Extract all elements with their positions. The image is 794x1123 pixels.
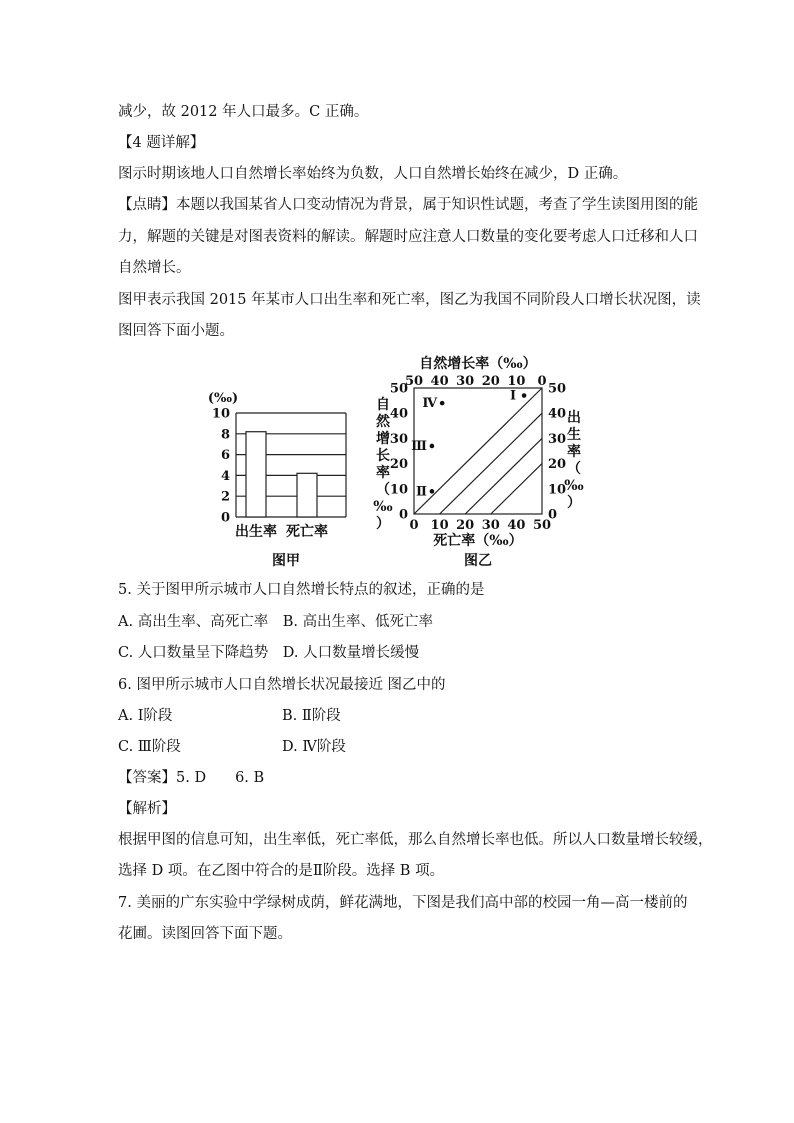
right-axis-label: ‰ [564, 478, 584, 494]
paragraph-line: 图回答下面小题。 [118, 323, 234, 339]
left-axis-label: ） [376, 516, 390, 532]
right-tick-label: 50 [548, 381, 567, 397]
paragraph-line: 选择 D 项。在乙图中符合的是Ⅱ阶段。选择 B 项。 [118, 863, 445, 879]
question-5: 5. 关于图甲所示城市人口自然增长特点的叙述，正确的是 [118, 582, 485, 598]
left-axis-label: 然 [376, 414, 390, 430]
question-5-options-cd: C. 人口数量呈下降趋势 D. 人口数量增长缓慢 [118, 645, 420, 661]
question-6-option-b: B. Ⅱ阶段 [282, 708, 341, 724]
section-heading-q4: 【4 题详解】 [118, 135, 205, 151]
stage-point-Ⅳ [440, 401, 445, 406]
figure-caption-yi: 图乙 [464, 553, 492, 569]
paragraph-line: 图甲表示我国 2015 年某市人口出生率和死亡率，图乙为我国不同阶段人口增长状况图，读 [118, 292, 701, 308]
x-tick-label: 20 [456, 518, 475, 533]
left-tick-label: 0 [398, 507, 408, 523]
stage-point-Ⅱ [430, 489, 435, 494]
y-tick-label: 8 [220, 427, 230, 443]
paragraph-line: 花圃。读图回答下面下题。 [118, 926, 292, 942]
question-6-option-a: A. Ⅰ阶段 [118, 708, 173, 724]
right-axis-label: 出 [567, 410, 581, 426]
paragraph-line: 减少，故 2012 年人口最多。C 正确。 [118, 104, 369, 120]
y-tick-label: 6 [220, 448, 230, 464]
answer-line: 【答案】5. D 6. B [118, 770, 265, 786]
left-axis-label: 长 [376, 448, 390, 464]
right-tick-label: 10 [548, 482, 567, 498]
stage-label: Ⅱ [415, 484, 427, 500]
bar-死亡率 [297, 473, 317, 517]
top-tick-label: 40 [430, 374, 449, 389]
left-axis-label: 增 [376, 431, 390, 447]
right-tick-label: 0 [548, 507, 558, 523]
y-axis-unit: (‰) [207, 391, 239, 406]
natural-growth-line [465, 438, 542, 514]
stage-point-Ⅰ [522, 393, 527, 398]
question-6-option-c: C. Ⅲ阶段 [118, 739, 181, 755]
figures-svg [190, 352, 610, 576]
top-tick-label: 50 [404, 374, 424, 389]
right-tick-label: 40 [548, 406, 567, 422]
left-axis-label: 率 [376, 465, 390, 481]
x-tick-label: 30 [481, 518, 500, 533]
top-tick-label: 0 [537, 374, 547, 389]
x-tick-label: 0 [409, 518, 419, 533]
right-axis-label: 率 [567, 444, 581, 460]
stage-point-Ⅲ [430, 444, 435, 449]
paragraph-line: 【点睛】本题以我国某省人口变动情况为背景，属于知识性试题，考查了学生读图用图的能 [118, 197, 698, 213]
stage-label: Ⅲ [411, 438, 427, 454]
left-tick-label: 30 [389, 431, 408, 447]
left-tick-label: 10 [389, 482, 408, 498]
y-tick-label: 0 [220, 510, 230, 526]
right-axis-label: ） [567, 495, 581, 511]
left-axis-label: 自 [376, 397, 390, 413]
x-tick-label: 50 [532, 518, 552, 533]
left-tick-label: 40 [389, 406, 408, 422]
question-6-option-d: D. Ⅳ阶段 [282, 739, 346, 755]
analysis-heading: 【解析】 [118, 801, 176, 817]
y-tick-label: 10 [211, 406, 230, 422]
figures [190, 352, 610, 576]
right-tick-label: 30 [548, 431, 567, 447]
x-tick-label: 10 [430, 518, 449, 533]
stage-label: Ⅰ [509, 388, 517, 404]
question-5-options-ab: A. 高出生率、高死亡率 B. 高出生率、低死亡率 [118, 614, 434, 630]
natural-growth-line [491, 464, 542, 514]
left-tick-label: 20 [389, 457, 408, 473]
paragraph-line: 7. 美丽的广东实验中学绿树成荫，鲜花满地，下图是我们高中部的校园一角—高一楼前的 [118, 895, 688, 911]
paragraph-line: 力，解题的关键是对图表资料的解读。解题时应注意人口数量的变化要考虑人口迁移和人口 [118, 229, 698, 245]
figure-caption-jia: 图甲 [272, 553, 300, 569]
natural-growth-line [440, 413, 542, 514]
left-axis-label: ‰ [373, 499, 393, 515]
top-tick-label: 30 [456, 374, 475, 389]
top-axis-label: 自然增长率（‰） [419, 356, 537, 372]
stage-label: Ⅳ [422, 396, 438, 412]
paragraph-line: 自然增长。 [118, 260, 191, 276]
category-label: 出生率 [235, 524, 277, 540]
y-tick-label: 4 [220, 468, 230, 484]
x-axis-label: 死亡率（‰） [433, 533, 523, 549]
category-label: 死亡率 [286, 524, 328, 540]
right-tick-label: 20 [548, 457, 567, 473]
left-tick-label: 50 [389, 381, 408, 397]
question-6: 6. 图甲所示城市人口自然增长状况最接近 图乙中的 [118, 677, 446, 693]
paragraph-line: 图示时期该地人口自然增长率始终为负数，人口自然增长始终在减少，D 正确。 [118, 166, 628, 182]
top-tick-label: 10 [507, 374, 526, 389]
right-axis-label: （ [567, 461, 581, 477]
x-tick-label: 40 [507, 518, 526, 533]
left-axis-label: （ [376, 482, 390, 498]
y-tick-label: 2 [220, 489, 230, 505]
paragraph-line: 根据甲图的信息可知，出生率低，死亡率低，那么自然增长率也低。所以人口数量增长较缓， [118, 832, 713, 848]
top-tick-label: 20 [481, 374, 500, 389]
right-axis-label: 生 [567, 427, 581, 443]
bar-出生率 [246, 432, 266, 517]
